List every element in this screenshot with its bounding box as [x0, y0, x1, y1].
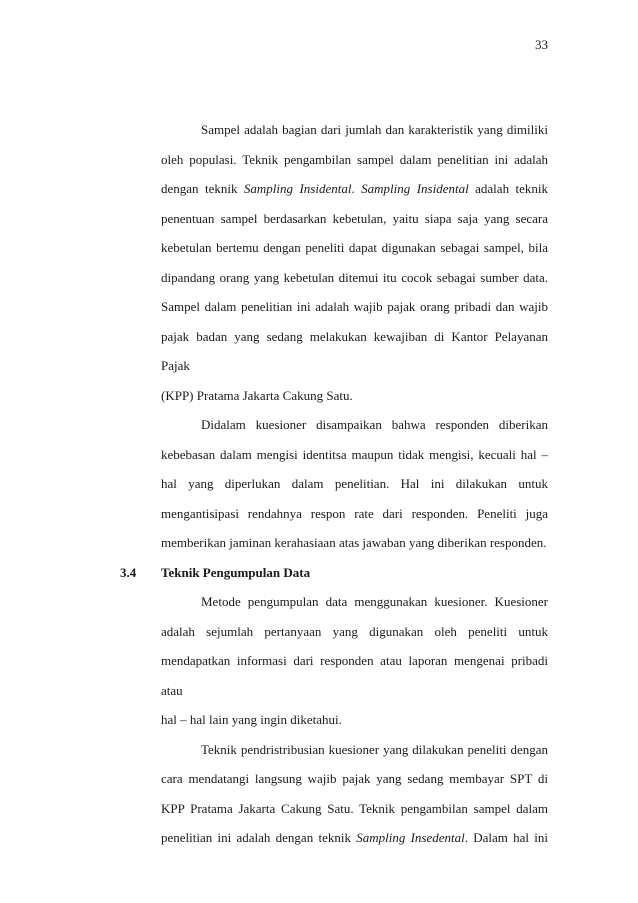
text-line: kebebasan dalam mengisi identitsa maupun tidak mengisi, kecuali hal –	[161, 446, 548, 462]
text-run: dengan teknik	[161, 181, 244, 196]
paragraph-metode	[161, 587, 548, 735]
text-line: Didalam kuesioner disampaikan bahwa responden diberikan	[201, 417, 548, 432]
text-line: Metode pengumpulan data menggunakan kuesioner. Kuesioner	[201, 594, 548, 609]
text-line: kebetulan bertemu dengan peneliti dapat digunakan sebagai sampel, bila	[161, 240, 548, 255]
text-line: KPP Pratama Jakarta Cakung Satu. Teknik pengambilan sampel dalam	[161, 800, 548, 816]
text-line: adalah sejumlah pertanyaan yang digunakan oleh peneliti untuk	[161, 623, 548, 639]
text-run: .	[351, 181, 362, 196]
text-line	[161, 174, 548, 204]
text-line: Sampel dalam penelitian ini adalah wajib pajak orang pribadi dan wajib	[161, 299, 548, 314]
section-heading	[120, 558, 548, 588]
text-run: adalah teknik	[468, 181, 548, 196]
text-line: (KPP) Pratama Jakarta Cakung Satu.	[161, 387, 353, 403]
text-line: dipandang orang yang kebetulan ditemui itu cocok sebagai sumber data.	[161, 269, 548, 285]
section-title: Teknik Pengumpulan Data	[161, 564, 311, 580]
page-number: 33	[535, 37, 548, 52]
text-line: memberikan jaminan kerahasiaan atas jawaban yang diberikan responden.	[161, 535, 547, 550]
text-line: mendapatkan informasi dari responden atau laporan mengenai pribadi atau	[161, 653, 548, 698]
italic-term: Sampling Insedental	[356, 830, 465, 845]
text-run: . Dalam hal ini	[464, 830, 549, 845]
text-line	[161, 823, 548, 853]
italic-term: Sampling Insidental	[243, 181, 352, 196]
text-line: mengantisipasi rendahnya respon rate dari responden. Peneliti juga	[161, 505, 548, 521]
page-content	[120, 115, 549, 853]
text-line: cara mendatangi langsung wajib pajak yang sedang membayar SPT di	[161, 771, 548, 786]
text-line: oleh populasi. Teknik pengambilan sampel dalam penelitian ini adalah	[161, 151, 548, 167]
section-number: 3.4	[120, 564, 137, 580]
text-line: hal – hal lain yang ingin diketahui.	[161, 712, 342, 727]
italic-term: Sampling Insidental	[361, 181, 469, 196]
text-run: penelitian ini adalah dengan teknik	[161, 830, 357, 845]
paragraph-kuesioner	[161, 410, 548, 558]
text-line: pajak badan yang sedang melakukan kewajiban di Kantor Pelayanan Pajak	[161, 328, 548, 373]
paragraph-sampel	[161, 115, 548, 410]
text-line: Sampel adalah bagian dari jumlah dan karakteristik yang dimiliki	[201, 122, 548, 137]
text-line: penentuan sampel berdasarkan kebetulan, yaitu siapa saja yang secara	[161, 210, 548, 226]
text-line: Teknik pendristribusian kuesioner yang dilakukan peneliti dengan	[201, 741, 548, 757]
paragraph-distribusi	[161, 735, 548, 853]
text-line: hal yang diperlukan dalam penelitian. Hal ini dilakukan untuk	[161, 476, 548, 491]
